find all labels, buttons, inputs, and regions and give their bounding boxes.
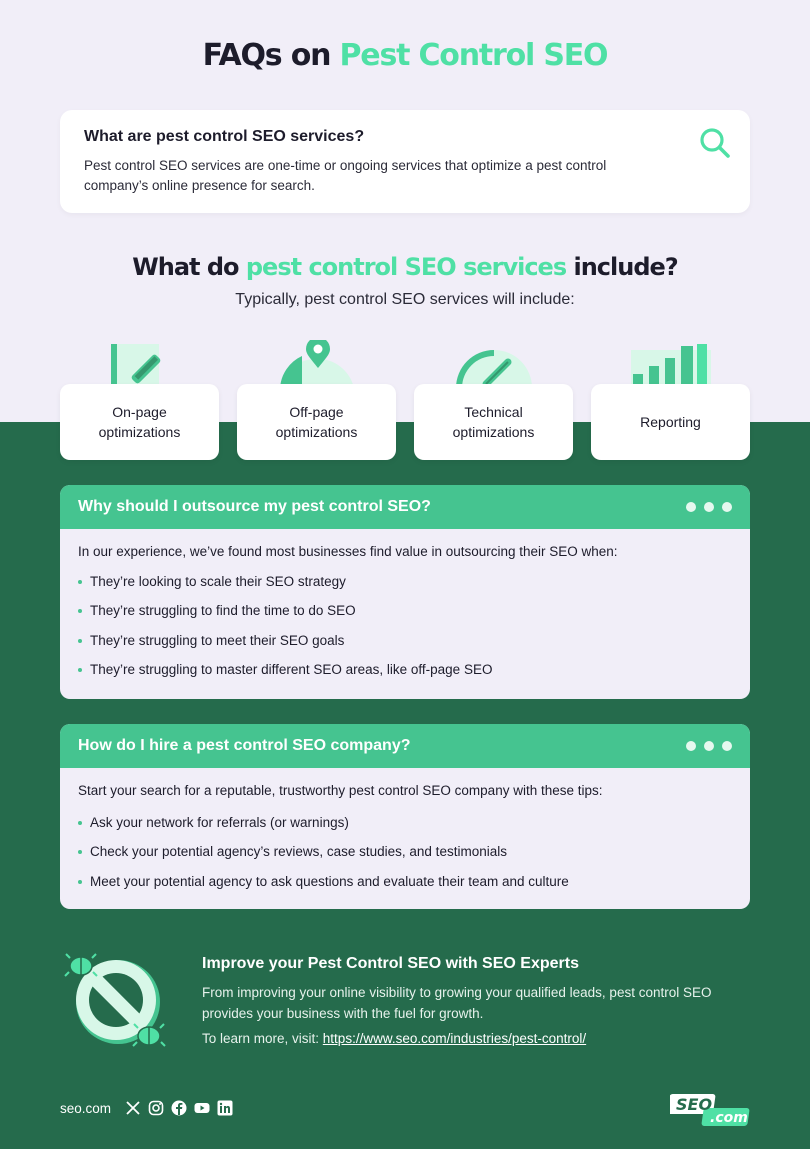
list-item: They’re struggling to find the time to do SEO (78, 602, 732, 631)
logo-text-top: SEO (676, 1095, 713, 1114)
gauge-icon (440, 340, 550, 388)
search-icon (698, 126, 732, 160)
instagram-icon[interactable] (148, 1100, 164, 1116)
bar-chart-icon (615, 340, 725, 388)
list-item: Ask your network for referrals (or warnings) (78, 814, 732, 843)
list-item: Meet your potential agency to ask questions and evaluate their team and culture (78, 873, 732, 902)
visit-prefix: To learn more, visit: (202, 1031, 323, 1046)
heading-suffix: include? (566, 253, 678, 281)
service-label: On-page optimizations (98, 404, 181, 440)
faq-card-services (60, 110, 750, 213)
heading-prefix: What do (132, 253, 246, 281)
cta-heading: Improve your Pest Control SEO with SEO Experts (202, 955, 579, 972)
dot (704, 741, 714, 751)
panel-header (60, 724, 750, 768)
cta-body: From improving your online visibility to growing your qualified leads, pest control SEO provides your business with the fuel for growth. (202, 985, 712, 1021)
service-card-on-page (60, 384, 219, 460)
list-item: They’re struggling to meet their SEO goals (78, 632, 732, 661)
social-links (125, 1100, 233, 1116)
dot (686, 741, 696, 751)
panel-intro: Start your search for a reputable, trustworthy pest control SEO company with these tips: (78, 783, 603, 798)
service-card-technical (414, 384, 573, 460)
panel-title: How do I hire a pest control SEO company? (78, 737, 411, 754)
includes-subheading: Typically, pest control SEO services will include: (235, 291, 575, 308)
faq-question: What are pest control SEO services? (84, 128, 365, 145)
dot (722, 741, 732, 751)
title-accent: Pest Control SEO (339, 38, 608, 73)
service-label: Reporting (640, 414, 701, 430)
heading-accent: pest control SEO services (245, 253, 567, 281)
faq-answer: Pest control SEO services are one-time or ongoing services that optimize a pest control company’s online presence for search. (84, 158, 607, 193)
service-label: Technical optimizations (452, 404, 535, 440)
list-item: They’re looking to scale their SEO strategy (78, 573, 732, 602)
document-pencil-icon (85, 340, 195, 388)
title-prefix: FAQs on (202, 38, 340, 73)
dot (722, 502, 732, 512)
panel-header (60, 485, 750, 529)
logo-text-bottom: .com (710, 1110, 748, 1126)
window-dots (686, 741, 732, 751)
list-item: Check your potential agency’s reviews, case studies, and testimonials (78, 843, 732, 872)
location-pin-icon (262, 340, 372, 388)
dot (704, 502, 714, 512)
window-dots (686, 502, 732, 512)
cta-visit (202, 1031, 586, 1046)
service-label: Off-page optimizations (275, 404, 358, 440)
footer-site[interactable]: seo.com (60, 1101, 112, 1116)
linkedin-icon[interactable] (217, 1100, 233, 1116)
no-bugs-icon (64, 950, 170, 1052)
x-icon[interactable] (125, 1100, 141, 1116)
seo-logo[interactable] (670, 1092, 752, 1128)
includes-heading (0, 253, 810, 281)
cta-link[interactable]: https://www.seo.com/industries/pest-control/ (322, 1031, 587, 1046)
faq-panel-hire (60, 724, 750, 909)
facebook-icon[interactable] (171, 1100, 187, 1116)
panel-intro: In our experience, we’ve found most businesses find value in outsourcing their SEO when: (78, 544, 618, 559)
service-card-off-page (237, 384, 396, 460)
youtube-icon[interactable] (194, 1100, 210, 1116)
service-card-reporting (591, 384, 750, 460)
faq-panel-outsource (60, 485, 750, 699)
panel-title: Why should I outsource my pest control SEO? (78, 498, 431, 515)
list-item: They’re struggling to master different SEO areas, like off-page SEO (78, 661, 732, 690)
page-title (0, 38, 810, 73)
dot (686, 502, 696, 512)
